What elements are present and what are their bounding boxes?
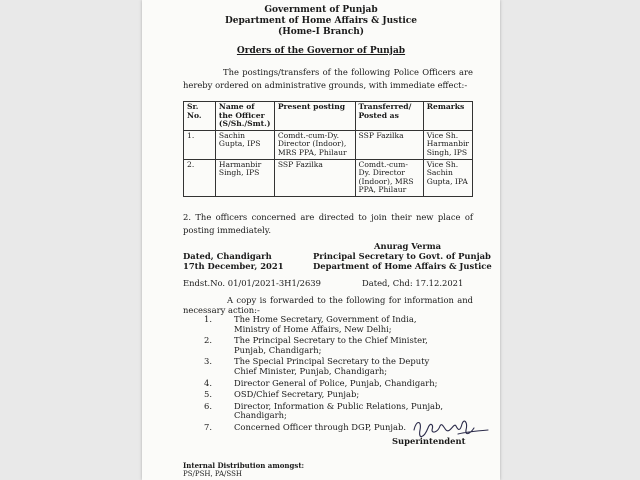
branch-heading: (Home-I Branch): [277, 27, 365, 37]
list-item: 1. The Home Secretary, Government of India, Ministry of Home Affairs, New Delhi;: [204, 314, 417, 334]
col-header-present: Present posting: [274, 102, 355, 131]
superintendent-label: Superintendent: [392, 436, 466, 446]
col-header-transferred: Transferred/ Posted as: [355, 102, 423, 131]
cell-present: SSP Fazilka: [274, 159, 355, 196]
cell-remarks: Vice Sh. Harmanbir Singh, IPS: [423, 130, 472, 159]
document-page: [142, 0, 500, 480]
table-header-row: [184, 102, 473, 131]
govt-heading: Government of Punjab: [264, 5, 378, 15]
cell-sr: 2.: [184, 159, 216, 196]
dated-date: 17th December, 2021: [183, 261, 284, 271]
copy-intro: A copy is forwarded to the following for information and necessary action:-: [183, 295, 473, 315]
cell-present: Comdt.-cum-Dy. Director (Indoor), MRS PPA, Philaur: [274, 130, 355, 159]
posting-table: [183, 101, 473, 197]
list-item: 6. Director, Information & Public Relations, Punjab, Chandigarh;: [204, 400, 444, 421]
col-header-name: Name of the Officer (S/Sh./Smt.): [215, 102, 274, 131]
department-heading: Department of Home Affairs & Justice: [224, 16, 417, 26]
cell-remarks: Vice Sh. Sachin Gupta, IPA: [423, 159, 472, 196]
list-item: 3. The Special Principal Secretary to the Deputy Chief Minister, Punjab, Chandigarh;: [204, 356, 430, 376]
list-item: 5. OSD/Chief Secretary, Punjab;: [204, 389, 360, 400]
table-row: [184, 159, 473, 196]
col-header-sr: Sr. No.: [184, 102, 216, 131]
endorsement-number: Endst.No. 01/01/2021-3H1/2639: [183, 278, 321, 288]
signatory-department: Department of Home Affairs & Justice: [313, 261, 492, 271]
internal-distribution-title: Internal Distribution amongst:: [183, 461, 305, 470]
signatory-name: Anurag Verma: [374, 241, 442, 251]
cell-name: Harmanbir Singh, IPS: [215, 159, 274, 196]
internal-distribution-recipients: PS/PSH, PA/SSH: [183, 470, 242, 478]
orders-title: Orders of the Governor of Punjab: [236, 46, 406, 56]
table-row: [184, 130, 473, 159]
intro-paragraph: The postings/transfers of the following Police Officers are hereby ordered on administrative grounds, with immediate effect:-: [183, 67, 473, 90]
cell-transferred: SSP Fazilka: [355, 130, 423, 159]
signatory-title: Principal Secretary to Govt. of Punjab: [313, 251, 491, 261]
list-item: 2. The Principal Secretary to the Chief Minister, Punjab, Chandigarh;: [204, 335, 428, 355]
cell-transferred: Comdt.-cum-Dy. Director (Indoor), MRS PPA, Philaur: [355, 159, 423, 196]
paragraph-2: 2. The officers concerned are directed to join their new place of posting immediately.: [183, 212, 473, 235]
list-item: 4. Director General of Police, Punjab, Chandigarh;: [204, 377, 438, 388]
cell-name: Sachin Gupta, IPS: [215, 130, 274, 159]
list-item: 7. Concerned Officer through DGP, Punjab.: [204, 421, 406, 432]
copy-recipient-list: [200, 315, 454, 433]
dated-place: Dated, Chandigarh: [183, 251, 272, 261]
endorsement-date: Dated, Chd: 17.12.2021: [362, 278, 464, 288]
col-header-remarks: Remarks: [423, 102, 472, 131]
cell-sr: 1.: [184, 130, 216, 159]
